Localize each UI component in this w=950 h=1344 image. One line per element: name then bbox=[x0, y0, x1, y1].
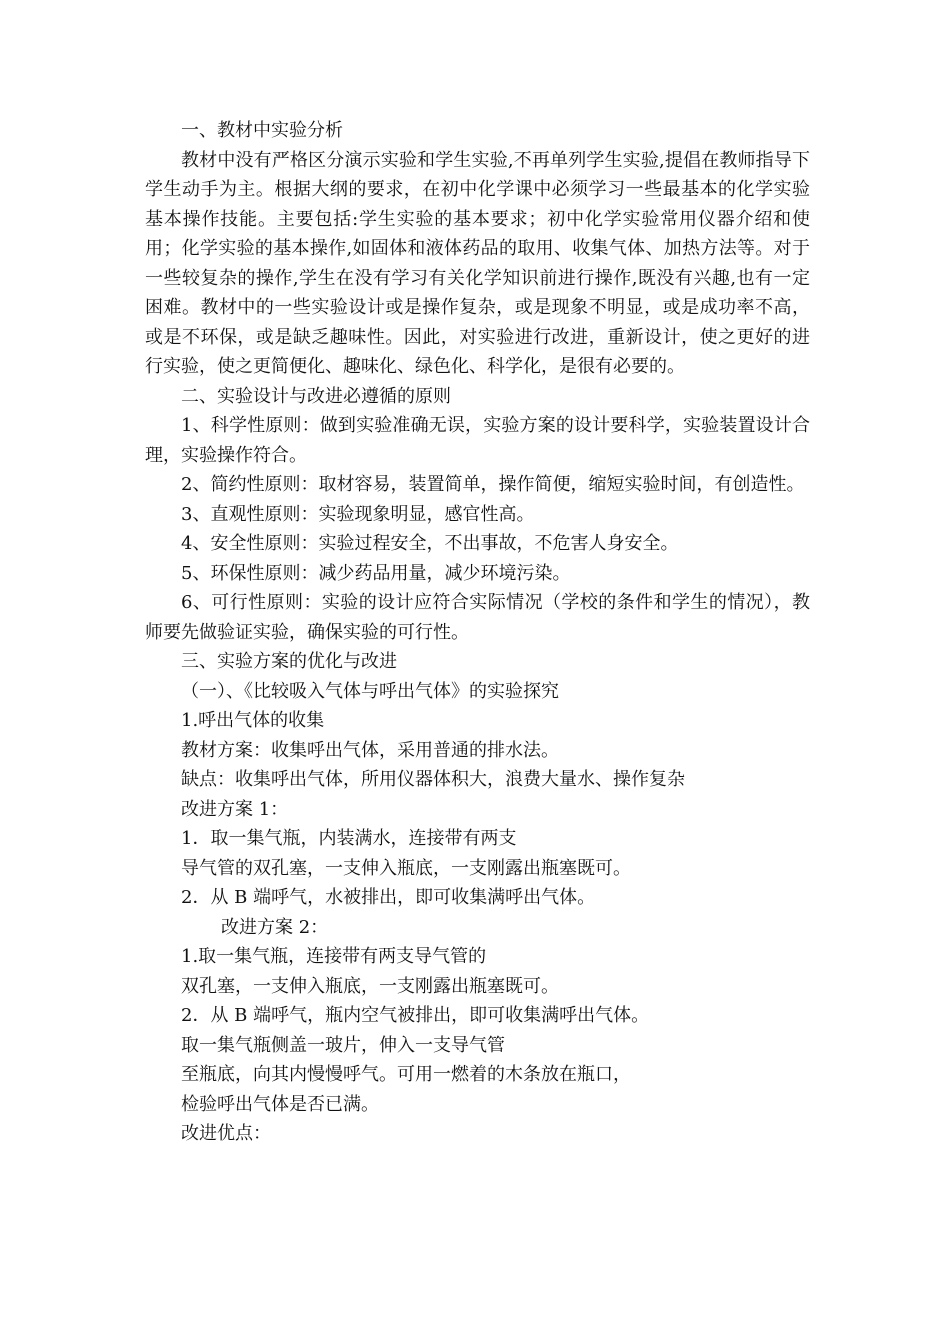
plan-2-step-1b: 双孔塞，一支伸入瓶底，一支刚露出瓶塞既可。 bbox=[181, 975, 559, 997]
plan-1-step-2: 2．从 B 端呼气，水被排出，即可收集满呼出气体。 bbox=[181, 887, 596, 908]
para-1: 教材中没有严格区分演示实验和学生实验,不再单列学生实验,提倡在教师指导下学生动手为主。根据大纲的要求，在初中化学课中必须学习一些最基本的化学实验基本操作技能。主要包括:学生实验的基本要求；初中化学实验常用仪器介绍和使用；化学实验的基本操作,如固体和液体药品的取用、收集气体、加热方法等。对于一些较复杂的操作,学生在没有学习有关化学知识前进行操作,既没有兴趣,也有一定困难。教材中的一些实验设计或是操作复杂，或是现象不明显，或是成功率不高，或是不环保，或是缺乏趣味性。因此，对实验进行改进，重新设计，使之更好的进行实验，使之更简便化、趣味化、绿色化、科学化，是很有必要的。 bbox=[145, 149, 810, 377]
advantages: 改进优点： bbox=[181, 1123, 271, 1144]
heading-1: 一、教材中实验分析 bbox=[181, 120, 343, 141]
principle-4: 4、安全性原则：实验过程安全，不出事故，不危害人身安全。 bbox=[181, 533, 679, 554]
principle-2: 2、简约性原则：取材容易，装置简单，操作简便，缩短实验时间，有创造性。 bbox=[181, 474, 805, 495]
plan-2-title: 改进方案 2： bbox=[221, 916, 329, 938]
principle-3: 3、直观性原则：实验现象明显，感官性高。 bbox=[181, 503, 535, 525]
plan-1-step-1b: 导气管的双孔塞，一支伸入瓶底，一支刚露出瓶塞既可。 bbox=[181, 857, 631, 879]
subheading-1: （一）、《比较吸入气体与呼出气体》的实验探究 bbox=[181, 680, 559, 702]
method-b: 至瓶底，向其内慢慢呼气。可用一燃着的木条放在瓶口， bbox=[181, 1064, 631, 1085]
plan-1-step-1a: 1．取一集气瓶，内装满水，连接带有两支 bbox=[181, 828, 517, 849]
item-1: 1.呼出气体的收集 bbox=[181, 710, 325, 731]
textbook-plan: 教材方案：收集呼出气体，采用普通的排水法。 bbox=[181, 739, 559, 761]
principle-1: 1、科学性原则：做到实验准确无误，实验方案的设计要科学，实验装置设计合理，实验操作符合。 bbox=[145, 415, 810, 466]
heading-3: 三、实验方案的优化与改进 bbox=[181, 651, 397, 672]
plan-2-step-2: 2．从 B 端呼气，瓶内空气被排出，即可收集满呼出气体。 bbox=[181, 1005, 650, 1026]
shortcoming: 缺点：收集呼出气体，所用仪器体积大，浪费大量水、操作复杂 bbox=[181, 769, 685, 790]
plan-2-step-1a: 1.取一集气瓶，连接带有两支导气管的 bbox=[181, 946, 487, 967]
heading-2: 二、实验设计与改进必遵循的原则 bbox=[181, 385, 451, 407]
plan-1-title: 改进方案 1： bbox=[181, 798, 289, 820]
method-c: 检验呼出气体是否已满。 bbox=[181, 1093, 379, 1115]
principle-5: 5、环保性原则：减少药品用量，减少环境污染。 bbox=[181, 562, 571, 584]
method-a: 取一集气瓶侧盖一玻片，伸入一支导气管 bbox=[181, 1034, 505, 1056]
document-body bbox=[145, 116, 810, 1149]
principle-6: 6、可行性原则：实验的设计应符合实际情况（学校的条件和学生的情况），教师要先做验证实验，确保实验的可行性。 bbox=[145, 592, 810, 643]
